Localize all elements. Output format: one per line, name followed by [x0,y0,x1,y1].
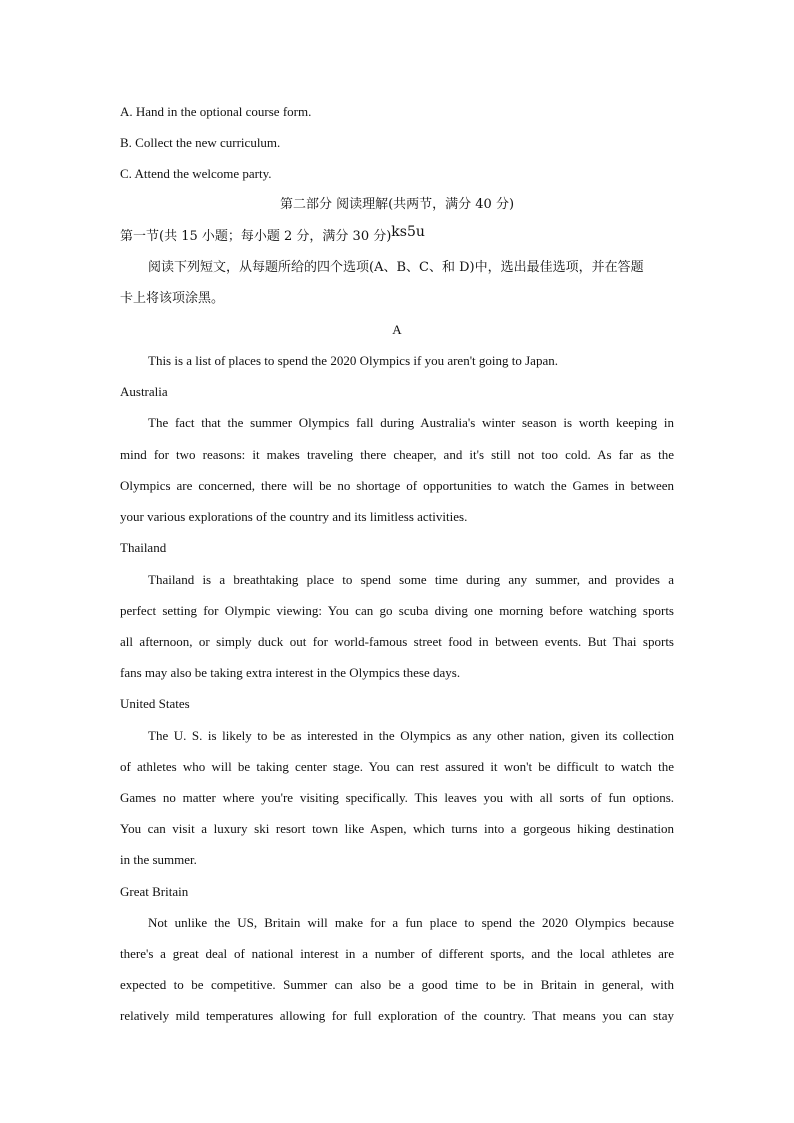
passage-intro: This is a list of places to spend the 2020 Olympics if you aren't going to Japan. [148,353,558,368]
paragraph-line: The fact that the summer Olympics fall during Australia's winter season is worth keeping in [148,415,674,430]
paragraph-line: Thailand is a breathtaking place to spend some time during any summer, and provides a [148,572,674,587]
paragraph-line: The U. S. is likely to be as interested in the Olympics as any other nation, given its collection [148,728,674,743]
paragraph-line: perfect setting for Olympic viewing: You can go scuba diving one morning before watching sports [120,603,674,618]
paragraph-line: fans may also be taking extra interest in the Olympics these days. [120,665,461,680]
instruction-line: 卡上将该项涂黑。 [120,291,225,306]
paragraph-line: Games no matter where you're visiting specifically. This leaves you with all sorts of fun options. [120,790,674,805]
paragraph-line: Not unlike the US, Britain will make for a fun place to spend the 2020 Olympics because [148,915,674,930]
watermark-mark: ks5u [391,224,425,240]
section-title-united-states: United States [120,696,190,711]
paragraph-line: Olympics are concerned, there will be no shortage of opportunities to watch the Games in between [120,478,674,493]
paragraph-line: all afternoon, or simply duck out for world-famous street food in between events. But Thai sports [120,634,674,649]
option-c: C. Attend the welcome party. [120,166,272,181]
paragraph-line: relatively mild temperatures allowing for full exploration of the country. That means you can stay [120,1008,674,1023]
part-two-heading: 第二部分 阅读理解(共两节，满分 40 分) [279,197,515,212]
passage-label: A [392,322,402,337]
section-title-great-britain: Great Britain [120,884,189,899]
paragraph-line: You can visit a luxury ski resort town like Aspen, which turns into a gorgeous hiking destination [120,821,674,836]
paragraph-line: there's a great deal of national interest in a number of different sports, and the local athletes are [120,946,674,961]
section-title-thailand: Thailand [120,540,167,555]
instruction-line: 阅读下列短文，从每题所给的四个选项(A、B、C、和 D)中，选出最佳选项，并在答题 [148,260,644,275]
paragraph-line: of athletes who will be taking center stage. You can rest assured it won't be difficult to watch the [120,759,674,774]
section-title-australia: Australia [120,384,168,399]
paragraph-line: expected to be competitive. Summer can also be a good time to be in Britain in general, with [120,977,674,992]
paragraph-line: in the summer. [120,852,197,867]
paragraph-line: your various explorations of the country and its limitless activities. [120,509,468,524]
paragraph-line: mind for two reasons: it makes traveling there cheaper, and it's still not too cold. As far as the [120,447,674,462]
section-one-text: 第一节(共 15 小题；每小题 2 分，满分 30 分) [120,229,392,244]
section-one-heading [120,226,674,247]
option-a: A. Hand in the optional course form. [120,104,312,119]
option-b: B. Collect the new curriculum. [120,135,281,150]
